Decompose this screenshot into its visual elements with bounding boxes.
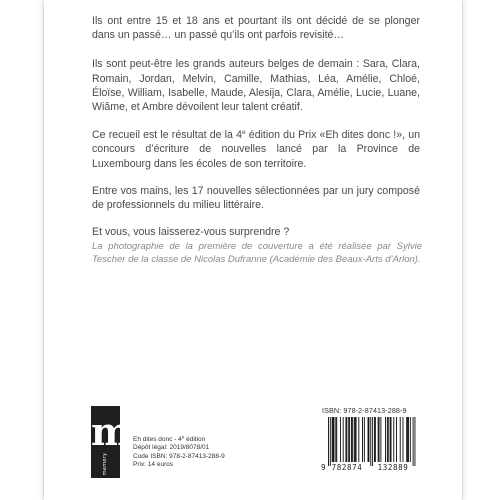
barcode-bar xyxy=(343,417,344,462)
barcode-bar xyxy=(378,417,379,462)
barcode-bar xyxy=(379,417,380,462)
barcode-bar xyxy=(346,417,347,462)
barcode-bar xyxy=(414,417,415,466)
barcode-bar xyxy=(408,417,409,462)
blurb-paragraph-3-end: édition du Prix «Eh dites donc !», un concours d’écriture de nouvelles lancé par la Province de Luxembourg dans les écoles de son territoire. xyxy=(92,129,421,170)
barcode-bar xyxy=(340,417,341,462)
barcode-bar xyxy=(349,417,350,462)
barcode-bar xyxy=(413,417,414,466)
barcode-bar xyxy=(355,417,356,462)
barcode-bar xyxy=(335,417,336,462)
barcode-bar xyxy=(374,417,375,462)
barcode-bar xyxy=(334,417,335,462)
ordinal-superscript: e xyxy=(242,129,246,137)
barcode-bar xyxy=(387,417,388,462)
back-cover-blurb xyxy=(92,14,420,253)
barcode-bar xyxy=(330,417,331,466)
barcode-bar xyxy=(406,417,407,462)
barcode-bar xyxy=(388,417,389,462)
isbn-code-line: Code ISBN: 978-2-87413-288-9 xyxy=(133,452,225,460)
barcode-bar xyxy=(393,417,394,462)
barcode-bar xyxy=(362,417,363,462)
barcode-bar xyxy=(391,417,392,462)
barcode-bar xyxy=(390,417,391,462)
barcode-bar xyxy=(333,417,334,462)
logo-letter: m xyxy=(91,409,132,454)
memory-publisher-logo xyxy=(91,406,132,478)
barcode-bar xyxy=(370,417,371,466)
barcode-bar xyxy=(368,417,369,462)
barcode-bar xyxy=(358,417,359,462)
blurb-paragraph-2: Ils sont peut-être les grands auteurs belges de demain : Sara, Clara, Romain, Jordan, Melvin, Camille, Mathias, Léa, Amélie, Chloé, Éloïse, William, Isabelle, Maude, Alesija, Clara, Amélie, Lucie, Luane, Wiâme, et Ambre dévoilent leur talent créatif. xyxy=(92,58,420,114)
barcode-bar xyxy=(345,417,346,462)
barcode-bar xyxy=(403,417,404,462)
barcode-bar xyxy=(352,417,353,462)
barcode-bar xyxy=(410,417,411,462)
isbn-barcode-block xyxy=(318,406,422,472)
barcode-bar xyxy=(396,417,397,462)
barcode-bar xyxy=(385,417,386,462)
legal-deposit-line: Dépôt légal: 2019/8078/01 xyxy=(133,444,210,452)
blurb-paragraph-3-start: Ce recueil est le résultat de la 4 xyxy=(92,129,242,142)
barcode-left-digits: 782874 xyxy=(331,463,363,472)
barcode-bar xyxy=(407,417,408,462)
barcode-bar xyxy=(375,417,376,462)
barcode-right-digits: 132889 xyxy=(377,463,409,472)
barcode-first-digit: 9 xyxy=(321,463,326,472)
barcode-bar xyxy=(400,417,401,462)
barcode-bar xyxy=(372,417,373,466)
book-back-cover xyxy=(44,0,462,500)
logo-wordmark: memory xyxy=(102,452,108,476)
ean13-barcode xyxy=(318,417,422,472)
blurb-paragraph-3 xyxy=(92,128,420,171)
barcode-bar xyxy=(354,417,355,462)
barcode-bar xyxy=(351,417,352,462)
publication-info xyxy=(133,436,225,470)
barcode-bar xyxy=(368,417,369,462)
barcode-bar xyxy=(356,417,357,462)
barcode-bar xyxy=(348,417,349,462)
barcode-bar xyxy=(328,417,329,466)
barcode-bar xyxy=(332,417,333,462)
blurb-paragraph-1: Ils ont entre 15 et 18 ans et pourtant ils ont décidé de se plonger dans un passé… un passé qu’ils ont parfois revisité… xyxy=(92,15,420,42)
barcode-bar xyxy=(336,417,337,462)
barcode-bars xyxy=(328,417,415,466)
price-line: Prix: 14 euros xyxy=(133,461,174,469)
edition-line: Eh dites donc - 4e édition xyxy=(133,434,206,443)
barcode-bar xyxy=(364,417,365,462)
blurb-paragraph-5: Et vous, vous laisserez-vous surprendre ? xyxy=(92,226,290,239)
blurb-paragraph-4: Entre vos mains, les 17 nouvelles sélectionnées par un jury composé de professionnels du milieu littéraire. xyxy=(92,184,420,212)
photo-credit-caption: La photographie de la première de couverture a été réalisée par Sylvie Tescher de la classe de Nicolas Dufranne (Académie des Beaux-Arts d’Arlon). xyxy=(92,241,422,265)
isbn-label: ISBN: 978-2-87413-288-9 xyxy=(322,406,407,415)
barcode-bar xyxy=(380,417,381,462)
